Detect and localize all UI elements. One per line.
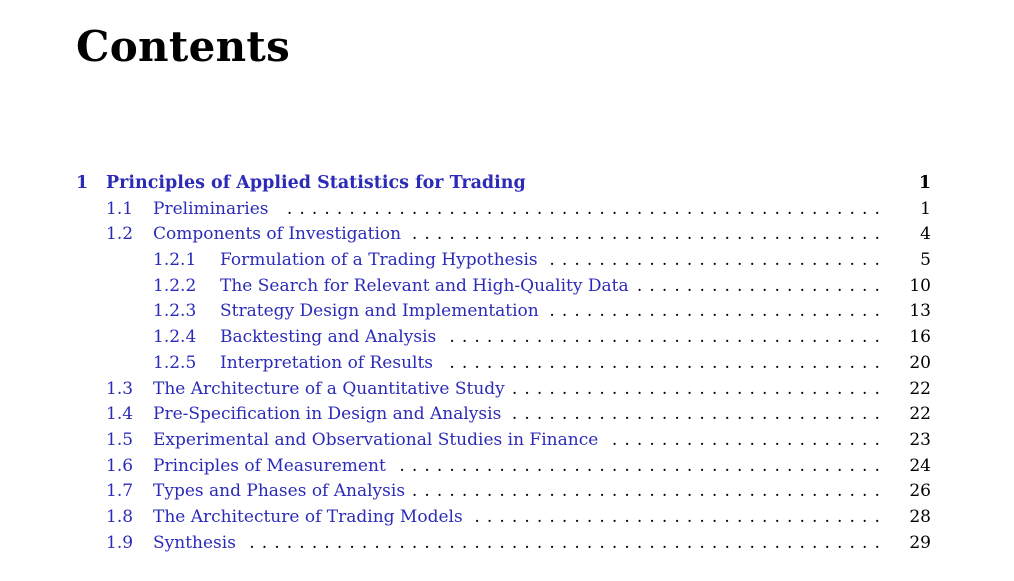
toc-entry-number[interactable]: 1.1 [106,198,134,219]
toc-entry-number[interactable]: 1.2 [106,224,134,245]
dot-leader: ...................................... [411,224,887,245]
toc-subsection-row[interactable] [0,299,1014,325]
toc-page-number[interactable]: 28 [909,506,931,527]
toc-page-number[interactable]: 16 [909,327,931,348]
toc-section-row[interactable] [0,402,1014,428]
toc-subsection-row[interactable] [0,351,1014,377]
toc-section-row[interactable] [0,428,1014,454]
toc-page-number[interactable]: 22 [909,378,931,399]
toc-subsection-row[interactable] [0,274,1014,300]
toc-entry-link[interactable]: Types and Phases of Analysis [153,481,406,502]
toc-section-row[interactable] [0,505,1014,531]
toc-page-number[interactable]: 4 [920,224,931,245]
dot-leader: ................................................... [249,532,887,553]
toc-entry-link[interactable]: Pre-Specification in Design and Analysis [153,404,502,425]
dot-leader: .............................. [511,404,887,425]
toc-entry-number[interactable]: 1.8 [106,506,134,527]
toc-subsection-row[interactable] [0,325,1014,351]
toc-entry-number[interactable]: 1.2.2 [153,275,197,296]
toc-entry-link[interactable]: Synthesis [153,532,236,553]
toc-page-number[interactable]: 29 [909,532,931,553]
toc-entry-link[interactable]: The Search for Relevant and High-Quality Data [220,275,629,296]
toc-entry-link[interactable]: Strategy Design and Implementation [220,301,539,322]
dot-leader: .................... [636,275,887,296]
toc-page-number[interactable]: 1 [920,198,931,219]
toc-entry-link[interactable]: Principles of Applied Statistics for Trading [106,173,526,193]
toc-entry-link[interactable]: Interpretation of Results [220,352,434,373]
toc-entry-number[interactable]: 1.5 [106,429,134,450]
toc-entry-number[interactable]: 1.7 [106,481,134,502]
table-of-contents [0,171,1014,556]
dot-leader: ...................... [611,429,887,450]
toc-entry-number[interactable]: 1.2.5 [153,352,197,373]
toc-entry-number[interactable]: 1.3 [106,378,134,399]
toc-entry-link[interactable]: Preliminaries [153,198,269,219]
toc-entry-number[interactable]: 1.9 [106,532,134,553]
toc-entry-number[interactable]: 1.4 [106,404,134,425]
toc-section-row[interactable] [0,479,1014,505]
page-title: Contents [76,22,291,71]
dot-leader: ........................... [549,301,887,322]
dot-leader: ................................................ [286,198,887,219]
toc-entry-link[interactable]: Components of Investigation [153,224,402,245]
dot-leader: ....................................... [399,455,887,476]
toc-page-number[interactable]: 23 [909,429,931,450]
toc-entry-number[interactable]: 1.2.3 [153,301,197,322]
dot-leader: ...................................... [411,481,887,502]
toc-entry-number[interactable]: 1.2.4 [153,327,197,348]
toc-subsection-row[interactable] [0,248,1014,274]
toc-entry-number[interactable]: 1.2.1 [153,250,197,271]
dot-leader: ................................. [474,506,887,527]
toc-entry-link[interactable]: The Architecture of Trading Models [153,506,463,527]
toc-entry-number[interactable]: 1 [76,173,89,193]
toc-page-number[interactable]: 26 [909,481,931,502]
toc-entry-link[interactable]: Experimental and Observational Studies in Finance [153,429,599,450]
dot-leader: ........................... [549,250,887,271]
toc-entry-link[interactable]: Backtesting and Analysis [220,327,437,348]
toc-section-row[interactable] [0,531,1014,557]
toc-page-number[interactable]: 5 [920,250,931,271]
toc-entry-number[interactable]: 1.6 [106,455,134,476]
toc-entry-link[interactable]: Formulation of a Trading Hypothesis [220,250,538,271]
toc-chapter-row[interactable] [0,171,1014,197]
toc-section-row[interactable] [0,377,1014,403]
toc-page-number[interactable]: 13 [909,301,931,322]
toc-section-row[interactable] [0,454,1014,480]
toc-page-number[interactable]: 20 [909,352,931,373]
dot-leader: ................................... [449,327,887,348]
toc-section-row[interactable] [0,222,1014,248]
dot-leader: ................................... [449,352,887,373]
toc-page-number[interactable]: 22 [909,404,931,425]
toc-entry-link[interactable]: Principles of Measurement [153,455,386,476]
toc-section-row[interactable] [0,197,1014,223]
toc-page-number[interactable]: 24 [909,455,931,476]
toc-page-number[interactable]: 1 [918,173,931,193]
dot-leader: .............................. [511,378,887,399]
toc-page-number[interactable]: 10 [909,275,931,296]
toc-entry-link[interactable]: The Architecture of a Quantitative Study [153,378,505,399]
